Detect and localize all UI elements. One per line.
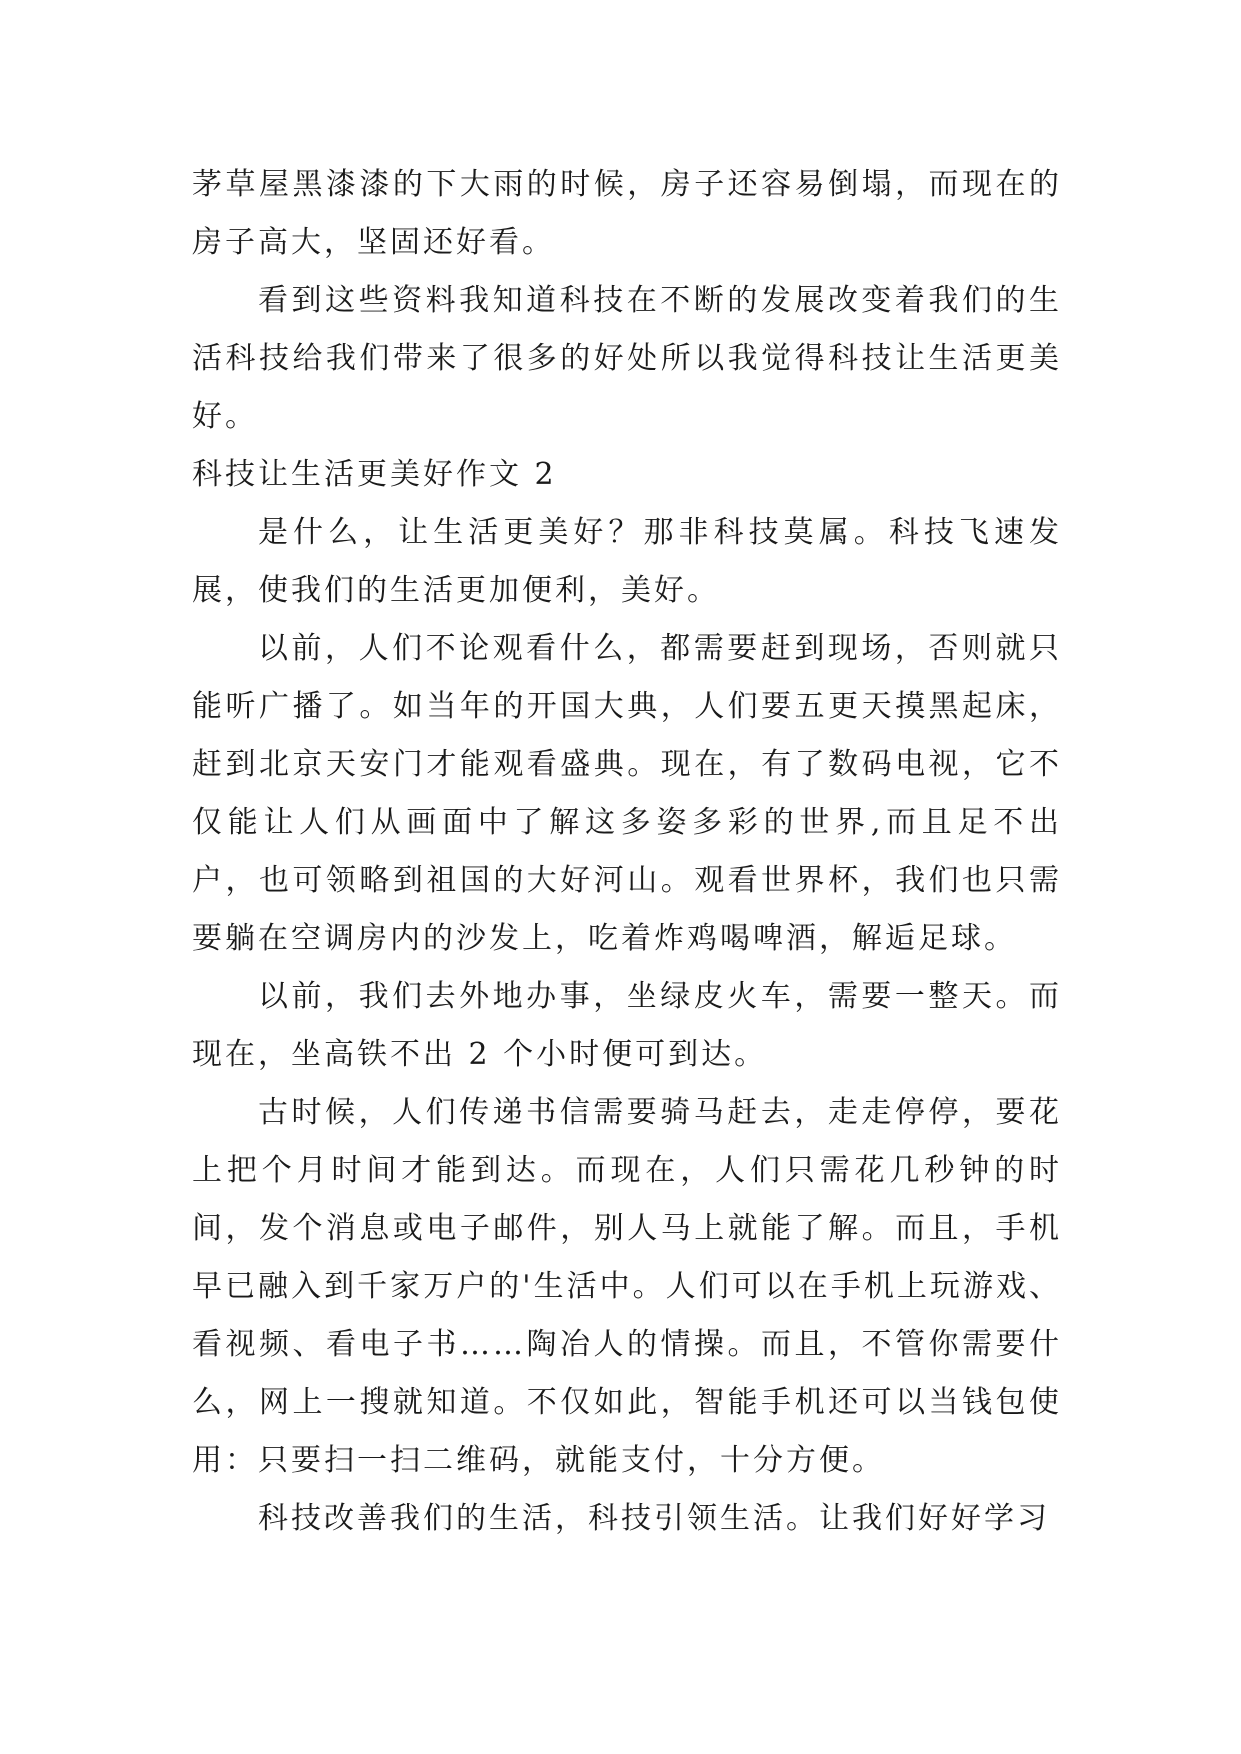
paragraph: 以前，人们不论观看什么，都需要赶到现场，否则就只能听广播了。如当年的开国大典，人们要五更天摸黑起床，赶到北京天安门才能观看盛典。现在，有了数码电视，它不仅能让人们从画面中了解这多姿多彩的世界,而且足不出户，也可领略到祖国的大好河山。观看世界杯，我们也只需要躺在空调房内的沙发上，吃着炸鸡喝啤酒，解逅足球。 xyxy=(192,631,1062,956)
paragraph-conclusion: 看到这些资料我知道科技在不断的发展改变着我们的生活科技给我们带来了很多的好处所以我觉得科技让生活更美好。 xyxy=(192,283,1062,434)
paragraph: 古时候，人们传递书信需要骑马赶去，走走停停，要花上把个月时间才能到达。而现在，人们只需花几秒钟的时间，发个消息或电子邮件，别人马上就能了解。而且，手机早已融入到千家万户的'生活中。人们可以在手机上玩游戏、看视频、看电子书……陶冶人的情操。而且，不管你需要什么，网上一搜就知道。不仅如此，智能手机还可以当钱包使用：只要扫一扫二维码，就能支付，十分方便。 xyxy=(192,1095,1062,1478)
paragraph: 科技改善我们的生活，科技引领生活。让我们好好学习 xyxy=(258,1501,1050,1536)
paragraph-continued: 茅草屋黑漆漆的下大雨的时候，房子还容易倒塌，而现在的房子高大，坚固还好看。 xyxy=(192,167,1062,260)
document-body xyxy=(192,156,1062,1548)
paragraph: 是什么，让生活更美好？那非科技莫属。科技飞速发展，使我们的生活更加便利，美好。 xyxy=(192,515,1062,608)
essay-heading: 科技让生活更美好作文 2 xyxy=(192,457,557,492)
paragraph: 以前，我们去外地办事，坐绿皮火车，需要一整天。而现在，坐高铁不出 2 个小时便可到达。 xyxy=(192,979,1062,1072)
